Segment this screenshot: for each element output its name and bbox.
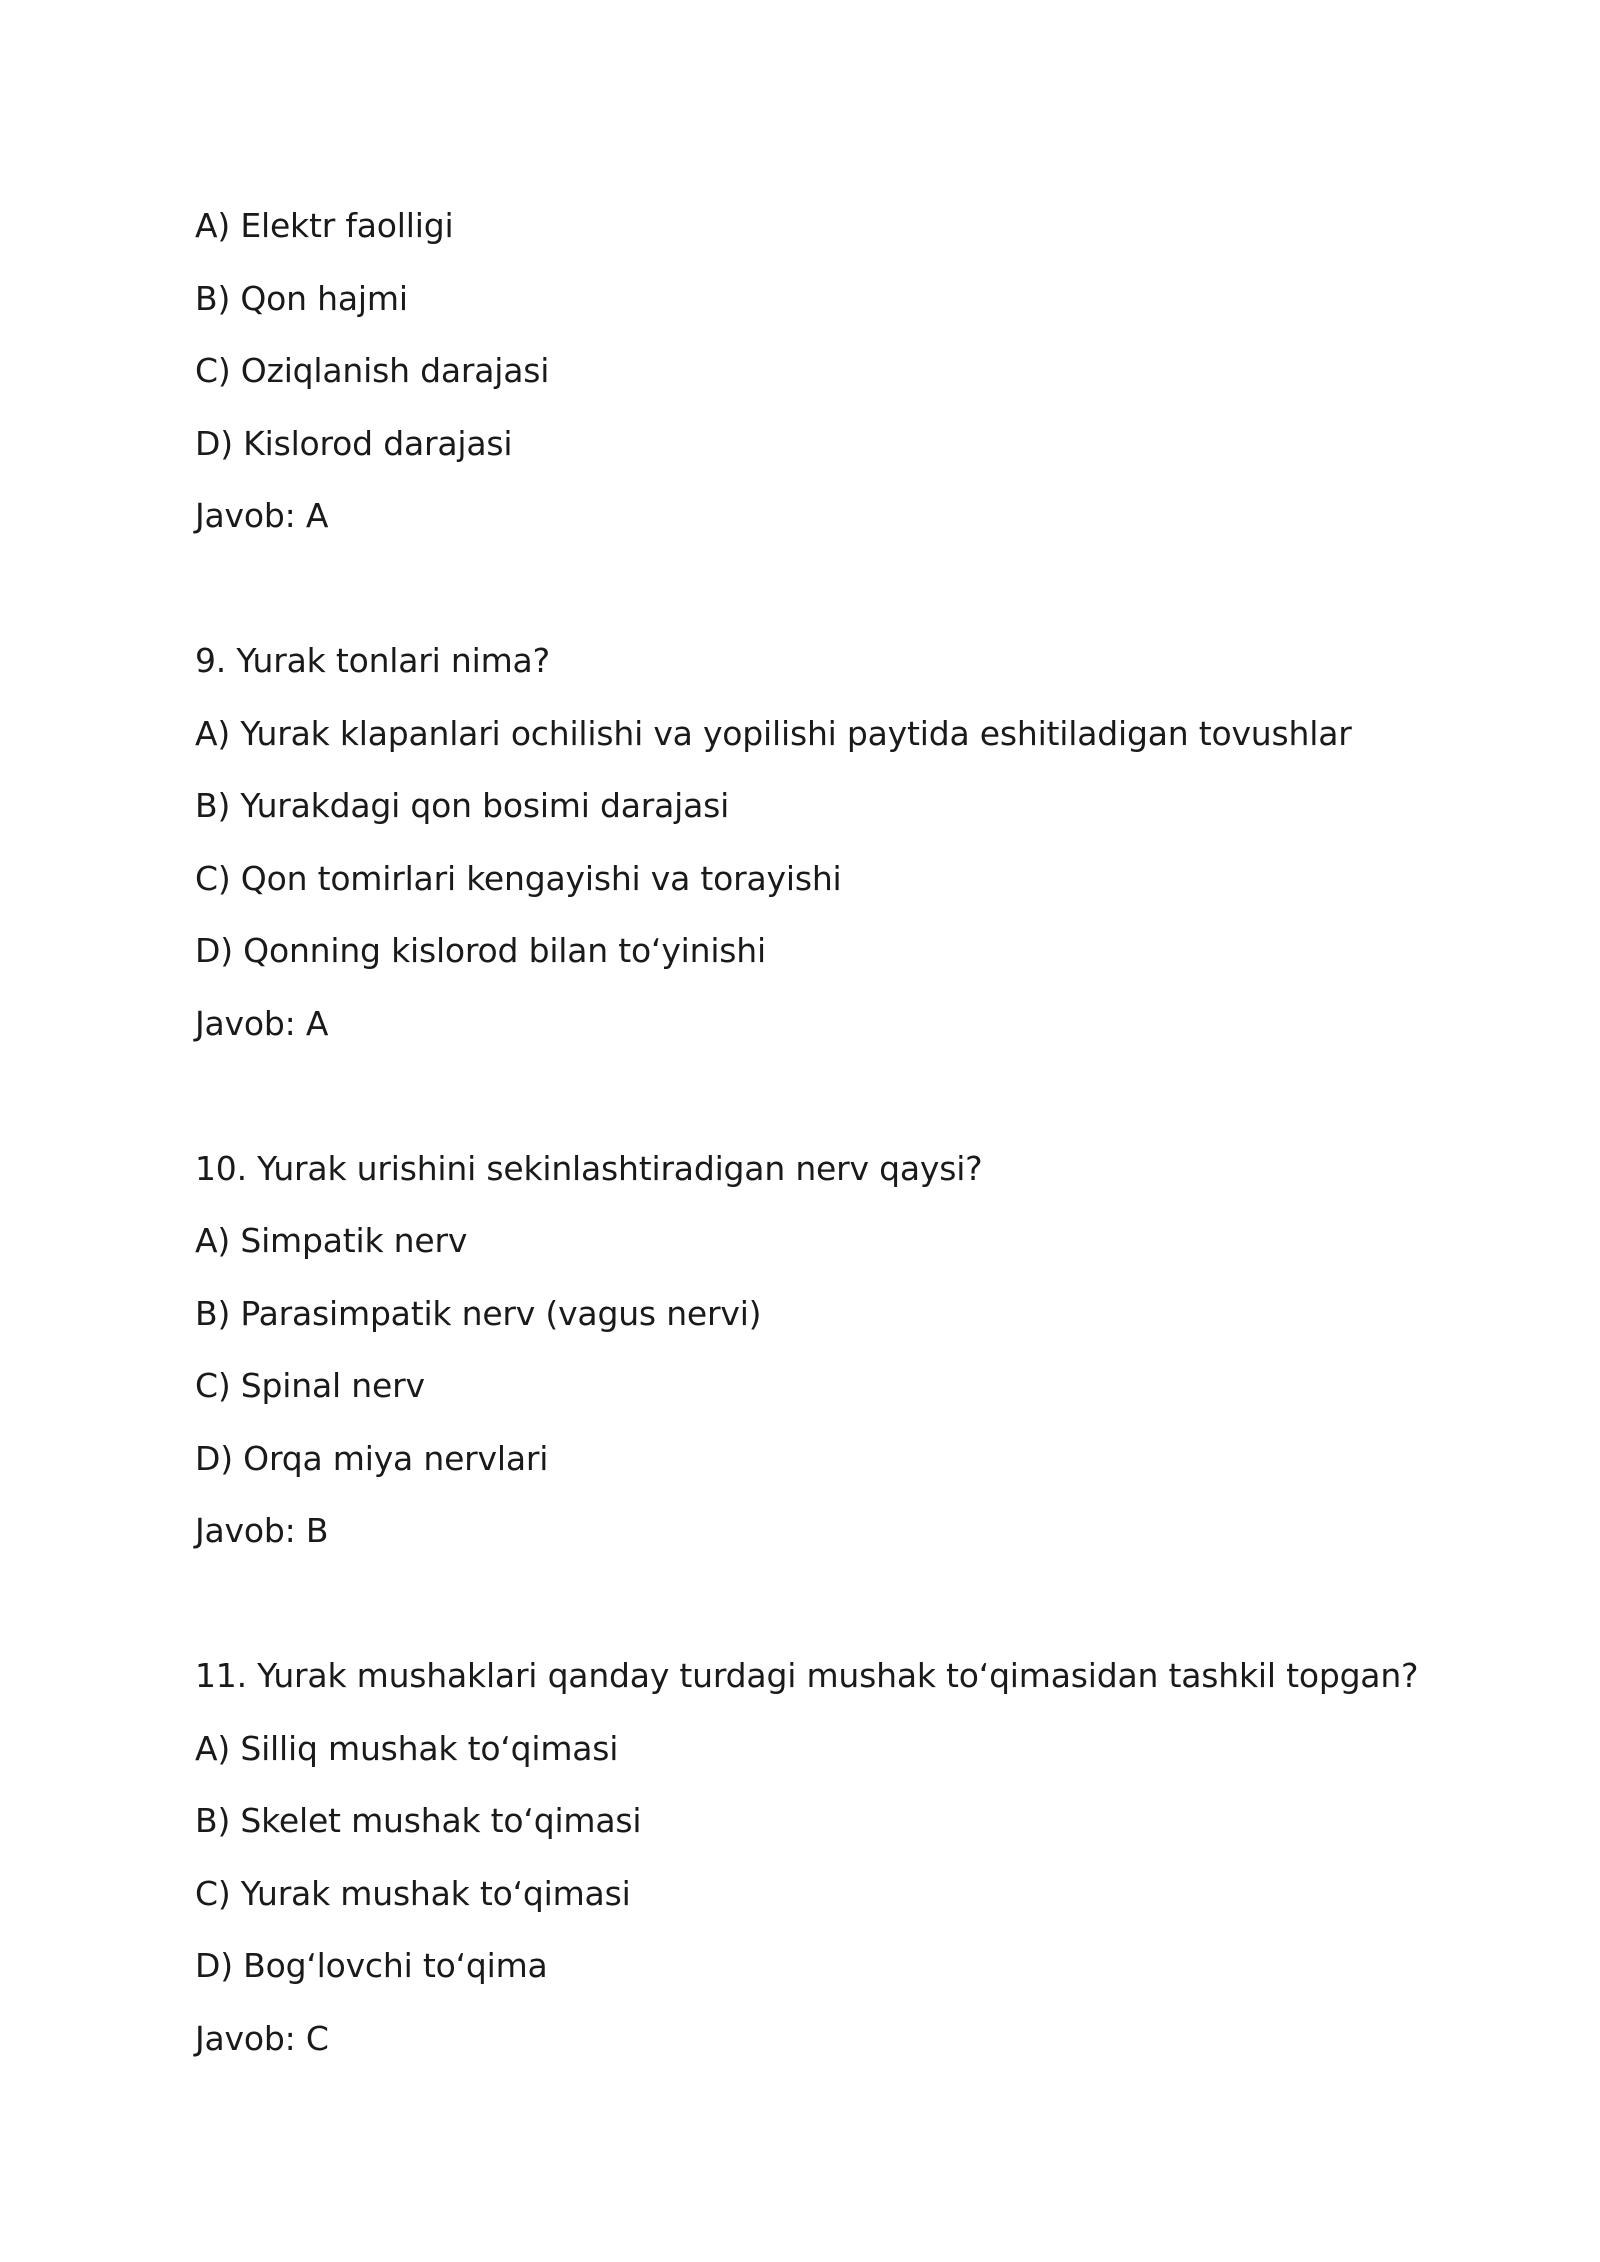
answer-line: Javob: A bbox=[195, 496, 329, 535]
option-c: C) Spinal nerv bbox=[195, 1366, 425, 1405]
quiz-content bbox=[195, 190, 1445, 2075]
spacer bbox=[195, 553, 1445, 626]
option-a: A) Simpatik nerv bbox=[195, 1221, 468, 1260]
option-c: C) Oziqlanish darajasi bbox=[195, 351, 550, 390]
question-block-9 bbox=[195, 625, 1445, 1060]
spacer bbox=[195, 1060, 1445, 1133]
question-block-11 bbox=[195, 1640, 1445, 2075]
option-b: B) Skelet mushak to‘qimasi bbox=[195, 1801, 642, 1840]
answer-line: Javob: C bbox=[195, 2018, 329, 2058]
option-c: C) Qon tomirlari kengayishi va torayishi bbox=[195, 858, 842, 898]
option-a: A) Silliq mushak to‘qimasi bbox=[195, 1728, 619, 1768]
option-b: B) Yurakdagi qon bosimi darajasi bbox=[195, 786, 730, 825]
option-a: A) Yurak klapanlari ochilishi va yopilishi paytida eshitiladigan tovushlar bbox=[195, 713, 1352, 753]
question-text: 10. Yurak urishini sekinlashtiradigan nerv qaysi? bbox=[195, 1148, 983, 1188]
option-a: A) Elektr faolligi bbox=[195, 206, 454, 245]
answer-line: Javob: A bbox=[195, 1003, 329, 1043]
option-d: D) Qonning kislorod bilan to‘yinishi bbox=[195, 931, 766, 970]
option-c: C) Yurak mushak to‘qimasi bbox=[195, 1873, 631, 1913]
option-d: D) Bog‘lovchi to‘qima bbox=[195, 1946, 548, 1985]
option-b: B) Qon hajmi bbox=[195, 278, 408, 318]
question-block-continued bbox=[195, 190, 1445, 553]
answer-line: Javob: B bbox=[195, 1511, 329, 1550]
question-text: 9. Yurak tonlari nima? bbox=[195, 641, 550, 680]
spacer bbox=[195, 1568, 1445, 1641]
option-d: D) Kislorod darajasi bbox=[195, 423, 513, 463]
question-block-10 bbox=[195, 1133, 1445, 1568]
option-b: B) Parasimpatik nerv (vagus nervi) bbox=[195, 1293, 762, 1333]
option-d: D) Orqa miya nervlari bbox=[195, 1438, 549, 1478]
question-text: 11. Yurak mushaklari qanday turdagi mushak to‘qimasidan tashkil topgan? bbox=[195, 1656, 1419, 1695]
